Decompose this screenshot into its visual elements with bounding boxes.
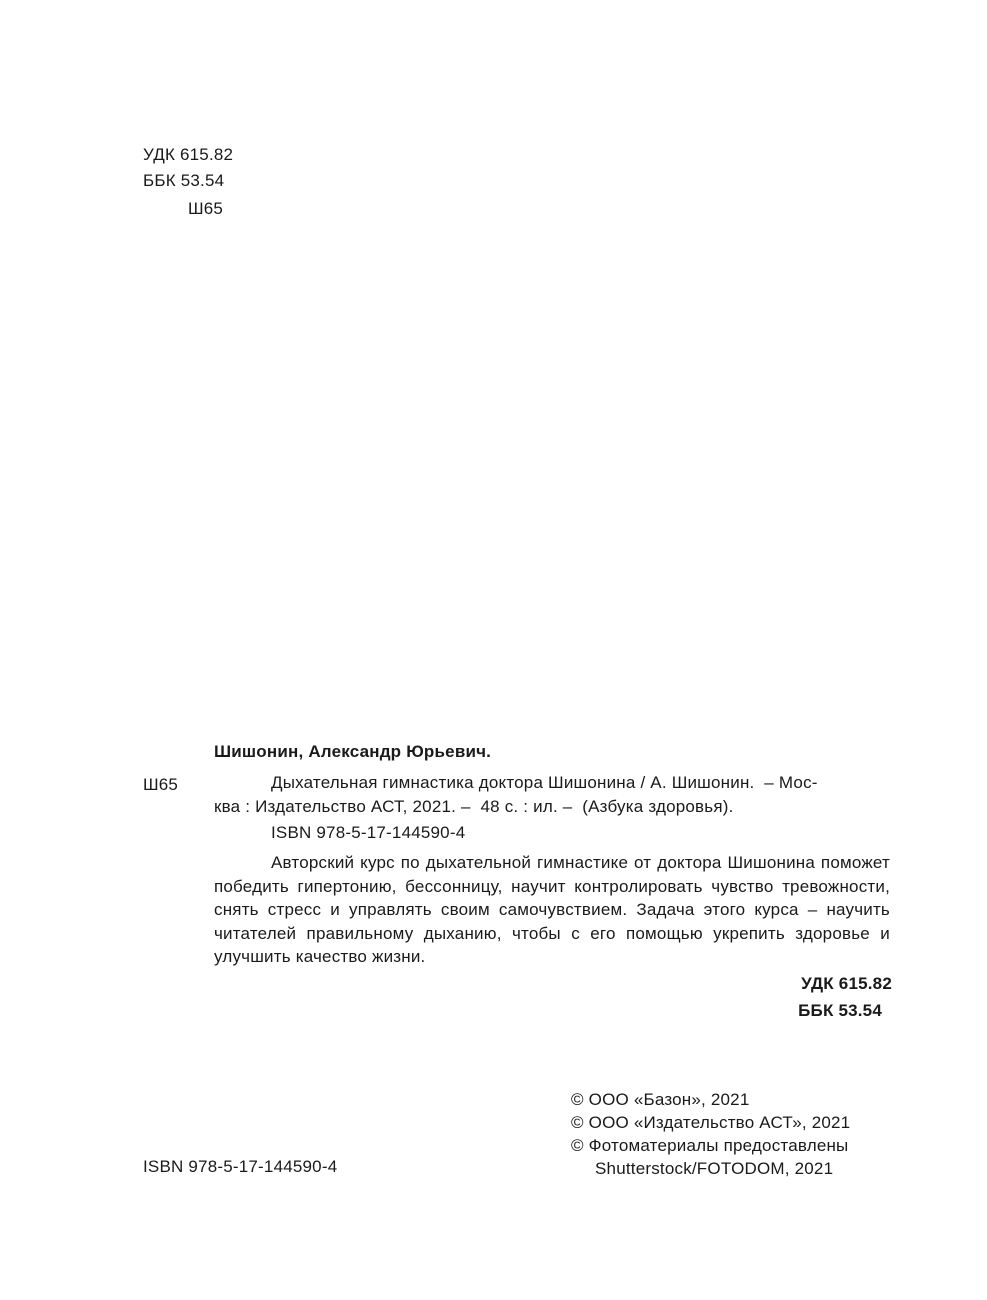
copyright-line-1: © ООО «Базон», 2021 xyxy=(571,1090,750,1109)
card-title-line-2: ква : Издательство АСТ, 2021. – 48 с. : ил. – (Азбука здоровья). xyxy=(214,797,734,816)
copyright-line-3: © Фотоматериалы предоставлены xyxy=(571,1136,849,1155)
udk-top: УДК 615.82 xyxy=(143,145,234,164)
isbn-bottom: ISBN 978-5-17-144590-4 xyxy=(143,1157,338,1176)
card-bbk: ББК 53.54 xyxy=(798,1001,882,1020)
bbk-top: ББК 53.54 xyxy=(143,171,225,190)
card-author: Шишонин, Александр Юрьевич. xyxy=(214,742,492,761)
copyright-block xyxy=(571,1088,850,1180)
card-isbn: ISBN 978-5-17-144590-4 xyxy=(271,823,466,842)
card-author-code: Ш65 xyxy=(143,775,179,794)
card-title-line-1: Дыхательная гимнастика доктора Шишонина / А. Шишонин. – Мос- xyxy=(271,773,818,792)
card-annotation: Авторский курс по дыхательной гимнастике от доктора Шишонина поможет победить гипертонию, бессонницу, научит контролировать чувство тревожности, снять стресс и управлять своим самочувствием. Задача этого курса – научить читателей правильному дыханию, чтобы с его помощью укрепить здоровье и улучшить качество жизни. xyxy=(214,853,890,967)
card-udk: УДК 615.82 xyxy=(801,974,892,993)
copyright-line-2: © ООО «Издательство АСТ», 2021 xyxy=(571,1113,851,1132)
author-code-top: Ш65 xyxy=(188,199,224,218)
copyright-line-4: Shutterstock/FOTODOM, 2021 xyxy=(595,1159,834,1178)
